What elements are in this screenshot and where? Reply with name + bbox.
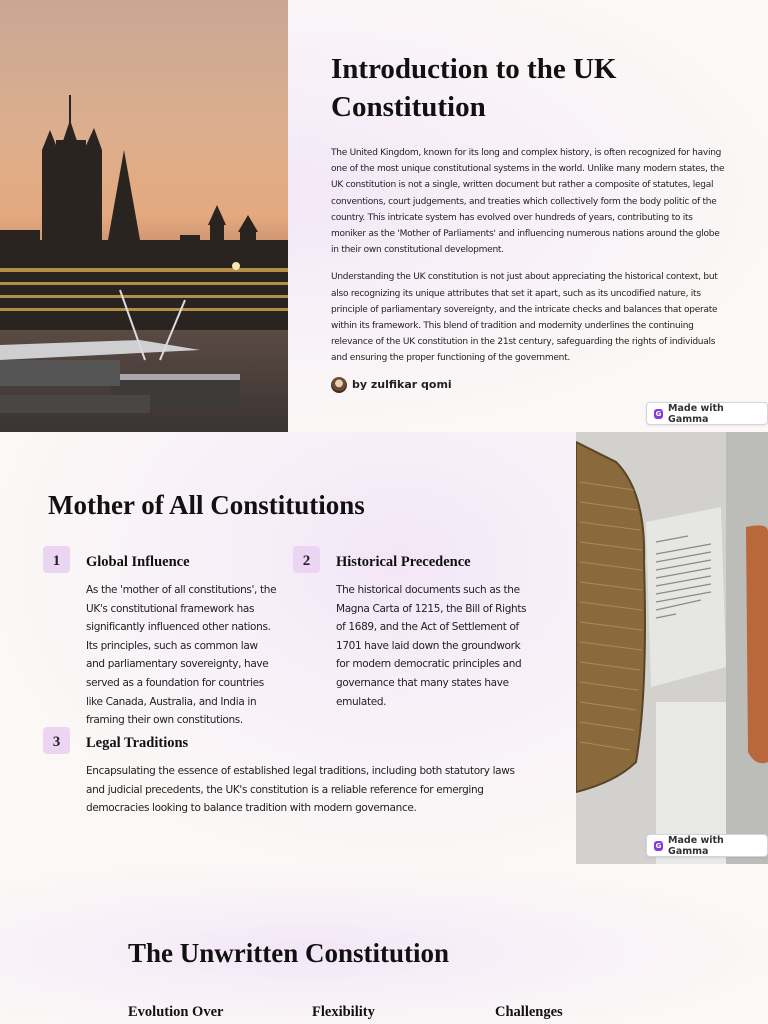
item-number: 3 bbox=[43, 727, 70, 754]
item-number: 2 bbox=[293, 546, 320, 573]
list-item bbox=[43, 727, 523, 827]
gamma-logo-icon: G bbox=[655, 409, 662, 418]
column-title: Evolution Over bbox=[128, 1004, 224, 1020]
author-name: by zulfikar qomi bbox=[352, 378, 452, 392]
item-title: Global Influence bbox=[86, 554, 190, 570]
gamma-logo-icon: G bbox=[655, 841, 662, 850]
list-item bbox=[43, 546, 283, 736]
item-body: Encapsulating the essence of established legal traditions, including both statutory laws and judicial precedents, the UK's constitution is a reliable reference for emerging democracies looking to balance tradition with modern governance. bbox=[86, 765, 515, 815]
avatar bbox=[331, 377, 347, 393]
section-title: The Unwritten Constitution bbox=[128, 938, 450, 968]
clay-tablet-photo bbox=[576, 432, 768, 864]
column-title: Flexibility bbox=[312, 1004, 375, 1020]
intro-paragraph-2: Understanding the UK constitution is not just about appreciating the historical context, but also recognizing its unique attributes that set it apart, such as its uncodified nature, its principle of parliamentary sovereignty, and the intricate checks and balances that operate within its framework. This blend of tradition and modernity underlines the continuing relevance of the UK constitution in the 21st century, safeguarding the rights of individuals and ensuring the proper functioning of the government. bbox=[331, 272, 718, 364]
made-with-gamma-button[interactable] bbox=[646, 402, 768, 425]
slide-mother-of-constitutions bbox=[0, 432, 768, 864]
badge-label: Made with Gamma bbox=[668, 834, 724, 857]
item-body: As the 'mother of all constitutions', the UK's constitutional framework has significantly influenced other nations. Its principles, such as common law and parliamentary sovereignty, have served as a foundation for countries like Canada, Australia, and India in framing their own constitutions. bbox=[86, 584, 277, 727]
column-title: Challenges bbox=[495, 1004, 563, 1020]
author-byline bbox=[331, 377, 726, 393]
item-number: 1 bbox=[43, 546, 70, 573]
section-title: Mother of All Constitutions bbox=[48, 490, 365, 520]
intro-paragraph-1: The United Kingdom, known for its long and complex history, is often recognized for having one of the most unique constitutional systems in the world. Unlike many modern states, the UK constitution is not a single, written document but rather a composite of statutes, legal conventions, court judgements, and treaties which collectively form the body politic of the country. This intricate system has evolved over hundreds of years, contributing to its moniker as the 'Mother of Parliaments' and influencing numerous nations around the globe in their own constitutional development. bbox=[331, 148, 725, 256]
item-body: The historical documents such as the Magna Carta of 1215, the Bill of Rights of 1689, and the Act of Settlement of 1701 have laid down the groundwork for modern democratic principles and governance that many states have emulated. bbox=[336, 584, 527, 708]
slide-intro bbox=[0, 0, 768, 432]
page-title: Introduction to the UK Constitution bbox=[331, 53, 617, 123]
list-item bbox=[293, 546, 553, 716]
badge-label: Made with Gamma bbox=[668, 402, 724, 425]
made-with-gamma-button[interactable] bbox=[646, 834, 768, 857]
slide-unwritten-constitution bbox=[0, 864, 768, 1024]
item-title: Historical Precedence bbox=[336, 554, 471, 570]
item-title: Legal Traditions bbox=[86, 735, 189, 751]
intro-content bbox=[331, 50, 726, 393]
westminster-photo bbox=[0, 0, 288, 432]
